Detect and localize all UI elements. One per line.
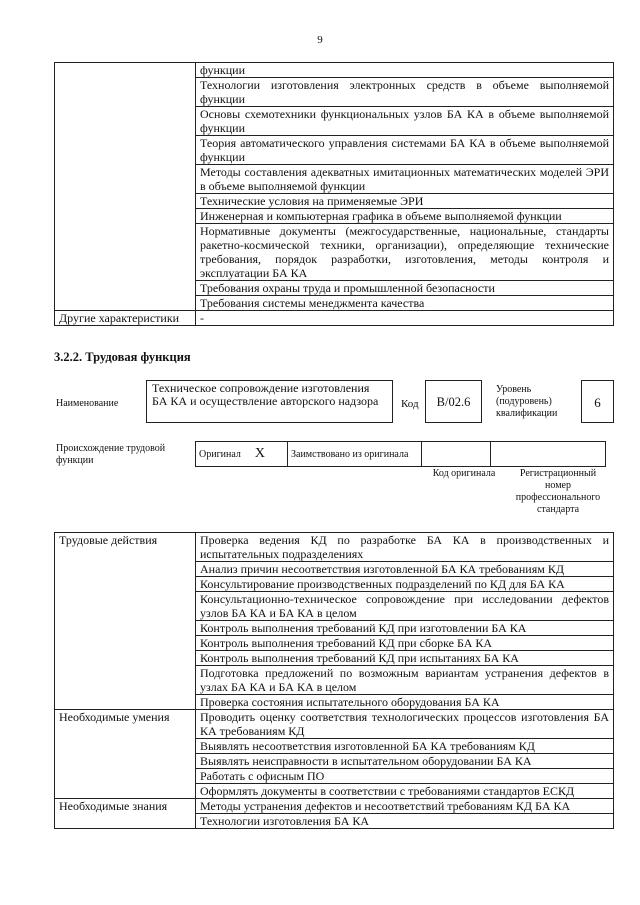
origin-code-cell <box>422 442 491 467</box>
section-title: 3.2.2. Трудовая функция <box>54 350 191 364</box>
table-row: Консультирование производственных подразделений по КД для БА КА <box>196 577 614 592</box>
table-row: Нормативные документы (межгосударственные, национальные, стандарты ракетно-космической техники, организации), определяющие технические требования, порядок разработки, изготовления, методы контроля и эксплуатации БА КА <box>196 224 614 281</box>
empty-label-cell <box>55 63 196 311</box>
table-row: Инженерная и компьютерная графика в объеме выполняемой функции <box>196 209 614 224</box>
table-row: Проверка ведения КД по разработке БА КА в производственных и испытательных подразделениях <box>196 533 614 562</box>
table-row: Технические условия на применяемые ЭРИ <box>196 194 614 209</box>
original-mark: X <box>254 446 266 461</box>
table-row: Проверка состояния испытательного оборудования БА КА <box>196 695 614 710</box>
name-label: Наименование <box>56 398 119 409</box>
table-row: Проводить оценку соответствия технологических процессов изготовления БА КА требованиям КД <box>196 710 614 739</box>
table-row: Теория автоматического управления системами БА КА в объеме выполняемой функции <box>196 136 614 165</box>
table-row: функции <box>196 63 614 78</box>
table-row: Основы схемотехники функциональных узлов БА КА в объеме выполняемой функции <box>196 107 614 136</box>
original-label: Оригинал <box>199 449 241 460</box>
qualification-level-box: 6 <box>581 380 614 423</box>
origin-code-caption: Код оригинала <box>432 468 496 479</box>
origin-label: Происхождение трудовой функции <box>56 443 166 466</box>
borrowed-label: Заимствовано из оригинала <box>288 442 422 467</box>
labor-actions-label: Трудовые действия <box>55 533 196 710</box>
original-cell <box>196 442 288 467</box>
other-characteristics-label: Другие характеристики <box>55 311 196 326</box>
knowledge-table-continued <box>54 62 614 326</box>
table-row: Выявлять несоответствия изготовленной БА КА требованиям КД <box>196 739 614 754</box>
table-row: Методы составления адекватных имитационных математических моделей ЭРИ в объеме выполняемой функции <box>196 165 614 194</box>
table-row: Технологии изготовления электронных средств в объеме выполняемой функции <box>196 78 614 107</box>
registration-number-caption: Регистрационный номер профессионального стандарта <box>515 468 601 515</box>
knowledge-label: Необходимые знания <box>55 799 196 829</box>
table-row: Анализ причин несоответствия изготовленной БА КА требованиям КД <box>196 562 614 577</box>
table-row: Контроль выполнения требований КД при изготовлении БА КА <box>196 621 614 636</box>
table-row: Контроль выполнения требований КД при испытаниях БА КА <box>196 651 614 666</box>
table-row: Консультационно-техническое сопровождение при исследовании дефектов узлов БА КА и БА КА в целом <box>196 592 614 621</box>
table-row: Подготовка предложений по возможным вариантам устранения дефектов в узлах БА КА и БА КА в целом <box>196 666 614 695</box>
labor-function-table <box>54 532 614 829</box>
table-row: Технологии изготовления БА КА <box>196 814 614 829</box>
table-row: Работать с офисным ПО <box>196 769 614 784</box>
function-name-box: Техническое сопровождение изготовления БА КА и осуществление авторского надзора <box>146 380 393 423</box>
origin-table <box>195 441 606 467</box>
table-row: Оформлять документы в соответствии с требованиями стандартов ЕСКД <box>196 784 614 799</box>
table-row: Методы устранения дефектов и несоответствий требованиям КД БА КА <box>196 799 614 814</box>
skills-label: Необходимые умения <box>55 710 196 799</box>
function-code-box: В/02.6 <box>425 380 482 423</box>
table-row: Требования охраны труда и промышленной безопасности <box>196 281 614 296</box>
page-number: 9 <box>317 34 323 46</box>
table-row: Требования системы менеджмента качества <box>196 296 614 311</box>
qualification-level-label: Уровень (подуровень) квалификации <box>496 384 558 419</box>
other-characteristics-value: - <box>196 311 614 326</box>
registration-number-cell <box>491 442 606 467</box>
table-row: Контроль выполнения требований КД при сборке БА КА <box>196 636 614 651</box>
code-label: Код <box>401 398 419 410</box>
table-row: Выявлять неисправности в испытательном оборудовании БА КА <box>196 754 614 769</box>
